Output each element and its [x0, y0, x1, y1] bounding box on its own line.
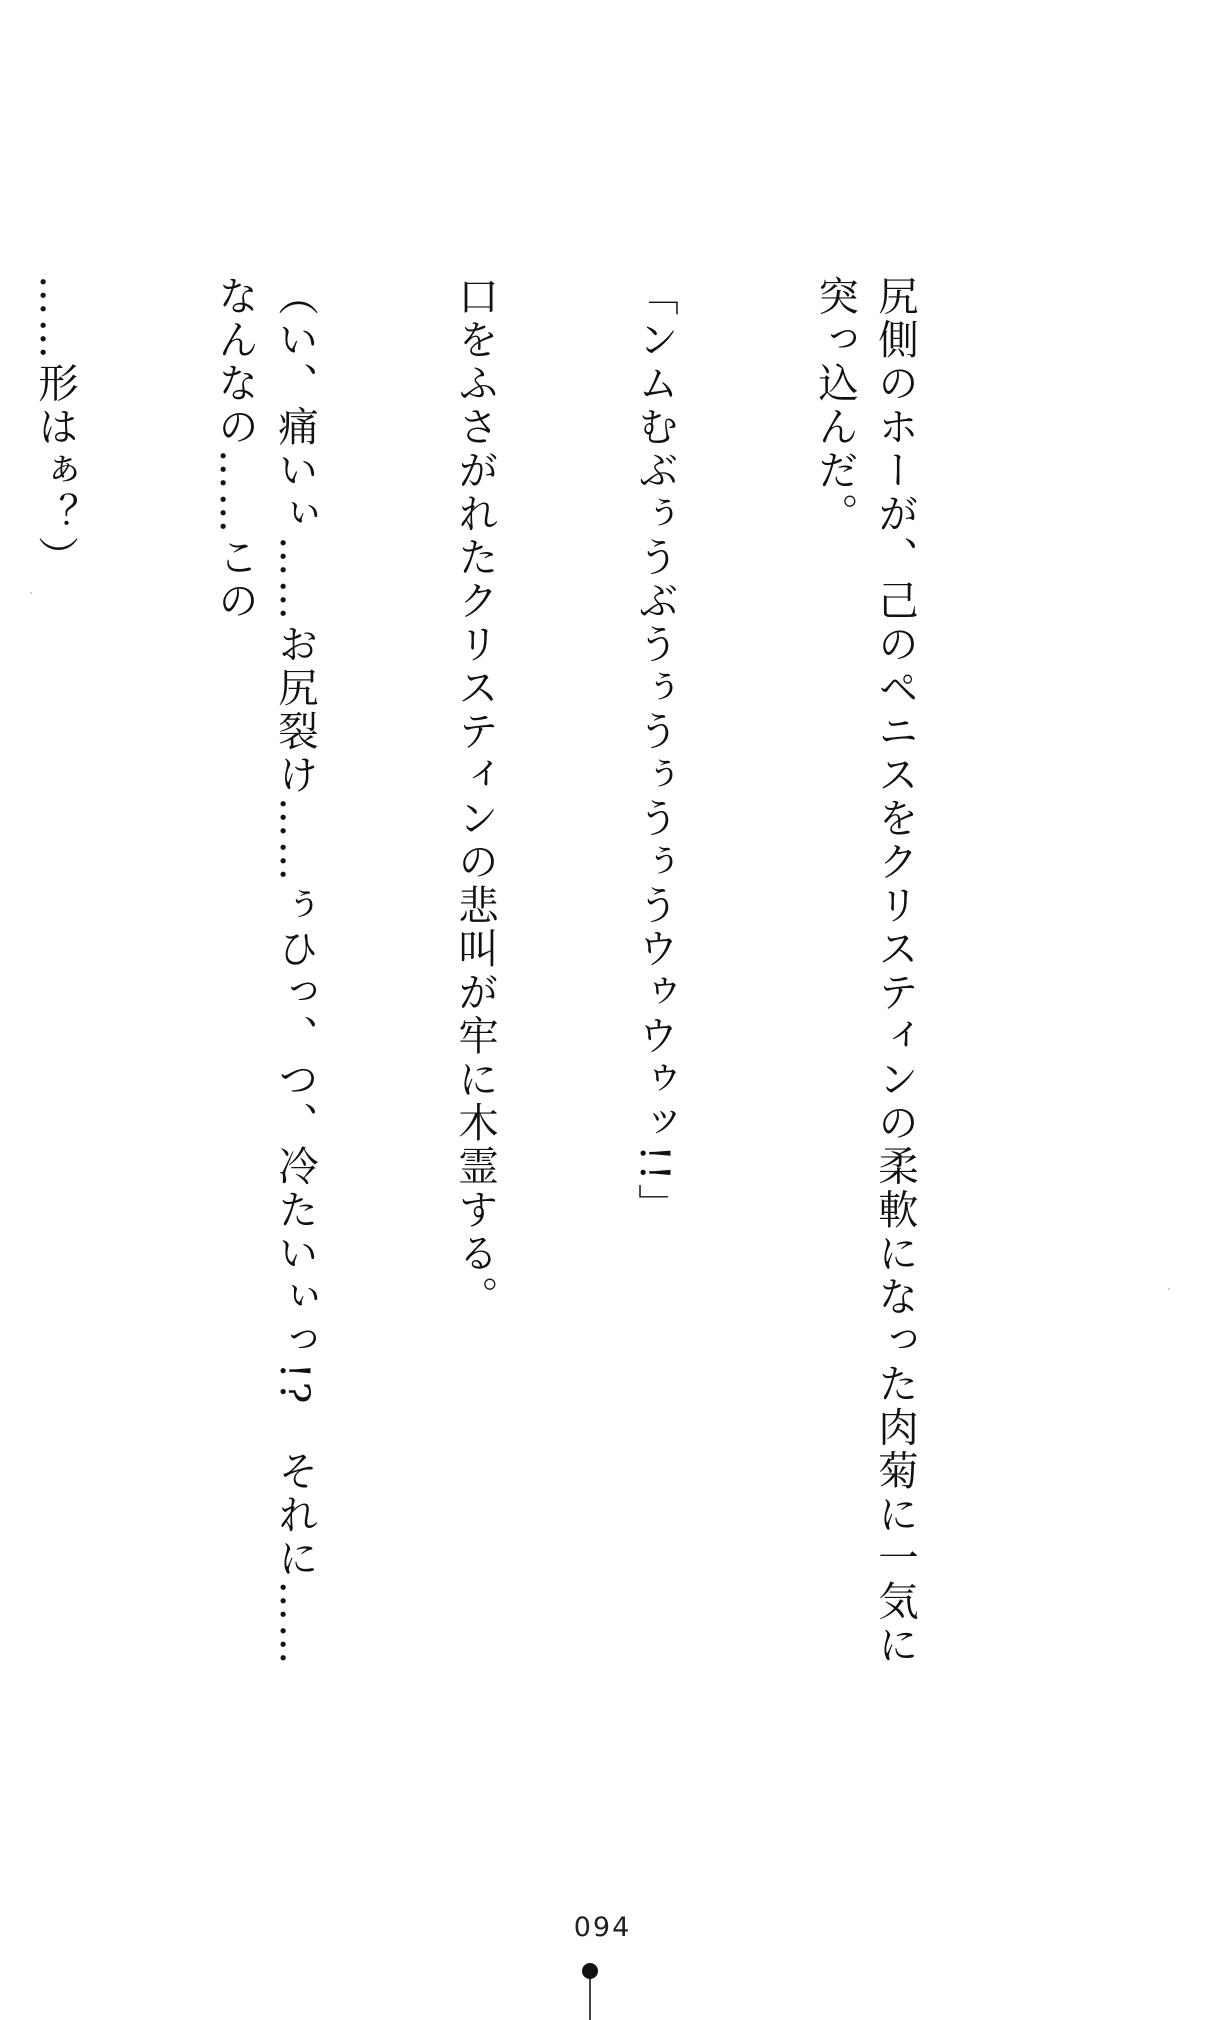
text-line: 尻側のホーが、己のペニスをクリスティンの柔軟になった肉菊に一気に突っ込んだ。	[811, 275, 919, 1667]
text-line: （い、痛いぃ……お尻裂け……ぅひっ、つ、冷たいぃっ!? それに……なんなの……この	[211, 275, 319, 1668]
page-marker-line	[589, 1979, 591, 2020]
page-marker-dot	[582, 1963, 598, 1979]
page-number: 094	[573, 1912, 632, 1943]
scan-speck	[1168, 1288, 1170, 1290]
vertical-text-body	[31, 275, 1045, 1695]
scan-speck	[30, 592, 32, 594]
text-line: 「ンムむぶぅうぶうぅうぅうぅうウゥウゥッ!!」	[631, 275, 679, 1228]
text-line: ……形はぁ？）	[31, 275, 79, 580]
text-line: 口をふさがれたクリスティンの悲叫が牢に木霊する。	[451, 275, 499, 1319]
